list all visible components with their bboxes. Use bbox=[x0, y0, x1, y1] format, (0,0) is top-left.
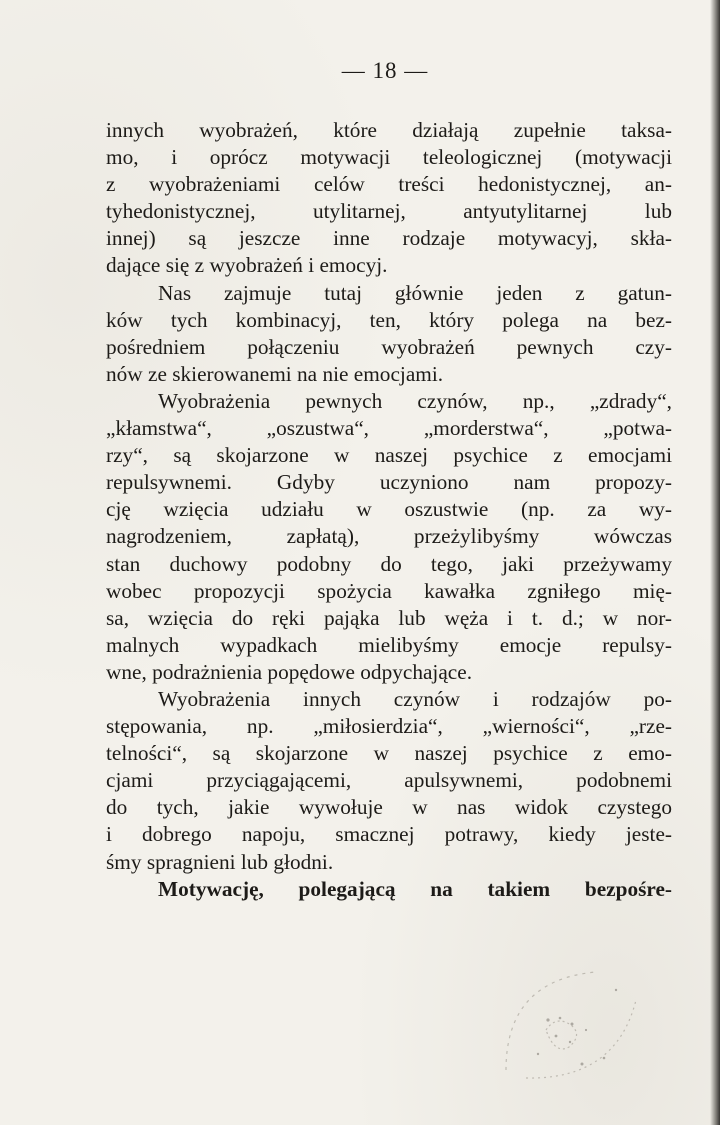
text-line: wne, podrażnienia popędowe odpychające. bbox=[106, 659, 473, 684]
text-line: „kłamstwa“, „oszustwa“, „morderstwa“, „potwa- bbox=[106, 416, 672, 441]
text-line: ków tych kombinacyj, ten, który polega na bez- bbox=[106, 307, 672, 332]
text-line: innej) są jeszcze inne rodzaje motywacyj, skła- bbox=[106, 226, 672, 251]
text-line: telności“, są skojarzone w naszej psychice z emo- bbox=[106, 741, 672, 766]
body-text bbox=[106, 117, 672, 903]
text-line: śmy spragnieni lub głodni. bbox=[106, 849, 334, 874]
text-line: do tych, jakie wywołuje w nas widok czystego bbox=[106, 795, 672, 820]
text-line: dające się z wyobrażeń i emocyj. bbox=[106, 253, 388, 278]
text-line: cję wzięcia udziału w oszustwie (np. za wy- bbox=[106, 497, 672, 522]
text-line: stan duchowy podobny do tego, jaki przeżywamy bbox=[106, 551, 672, 576]
text-line: innych wyobrażeń, które działają zupełnie taksa- bbox=[106, 118, 672, 142]
text-line: nagrodzeniem, zapłatą), przeżylibyśmy wówczas bbox=[106, 524, 672, 549]
text-line: i dobrego napoju, smacznej potrawy, kiedy jeste- bbox=[106, 822, 672, 847]
text-line: Wyobrażenia innych czynów i rodzajów po- bbox=[158, 686, 672, 711]
text-line: cjami przyciągającemi, apulsywnemi, podobnemi bbox=[106, 768, 672, 793]
page-number: — 18 — bbox=[341, 58, 429, 83]
text-line: wobec propozycji spożycia kawałka zgniłego mię- bbox=[106, 578, 672, 603]
library-stamp-icon bbox=[486, 960, 646, 1090]
text-line: tyhedonistycznej, utylitarnej, antyutylitarnej lub bbox=[106, 199, 672, 224]
text-line: Wyobrażenia pewnych czynów, np., „zdrady“, bbox=[158, 388, 672, 413]
scan-edge-shadow bbox=[710, 0, 720, 1125]
text-line: repulsywnemi. Gdyby uczyniono nam propozy- bbox=[106, 470, 672, 495]
text-line: Nas zajmuje tutaj głównie jeden z gatun- bbox=[158, 280, 672, 305]
text-line: rzy“, są skojarzone w naszej psychice z emocjami bbox=[106, 443, 672, 468]
text-line: stępowania, np. „miłosierdzia“, „wierności“, „rze- bbox=[106, 714, 672, 739]
text-line: nów ze skierowanemi na nie emocjami. bbox=[106, 361, 444, 386]
text-line: malnych wypadkach mielibyśmy emocje repulsy- bbox=[106, 632, 672, 657]
text-line: z wyobrażeniami celów treści hedonistycznej, an- bbox=[106, 172, 672, 197]
text-line: mo, i oprócz motywacji teleologicznej (motywacji bbox=[106, 145, 672, 170]
text-line: pośredniem połączeniu wyobrażeń pewnych czy- bbox=[106, 334, 672, 359]
text-line: sa, wzięcia do ręki pająka lub węża i t. d.; w nor- bbox=[106, 605, 672, 630]
text-line: Motywację, polegającą na takiem bezpośre- bbox=[158, 876, 672, 901]
